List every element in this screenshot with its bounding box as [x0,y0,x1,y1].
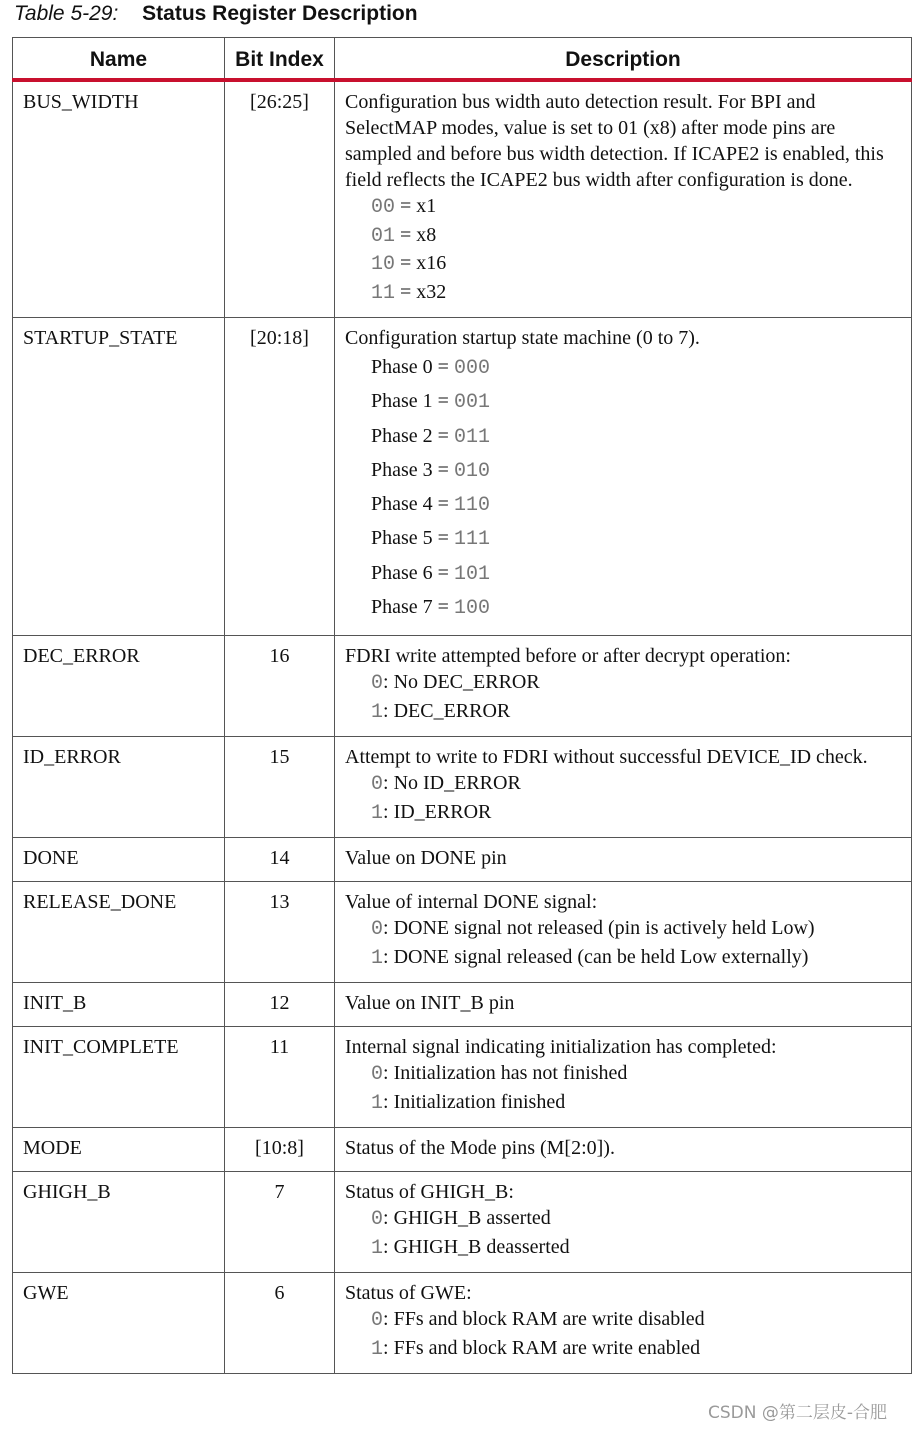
table-row [13,318,912,636]
phase-code: 101 [453,562,490,586]
value-meaning: : No DEC_ERROR [383,671,540,694]
phase-code: 010 [453,459,490,483]
field-description [335,882,912,983]
description-text: Internal signal indicating initialization has completed: [345,1036,777,1059]
bit-index: 15 [225,737,335,838]
value-meaning: : GHIGH_B asserted [383,1207,551,1230]
field-description [335,838,912,882]
bit-index: 14 [225,838,335,882]
field-name: INIT_B [13,983,225,1027]
value-list [345,1205,901,1262]
description-text: Status of GWE: [345,1282,472,1305]
value-code: 1 [371,1337,384,1361]
field-description [335,737,912,838]
phase-label: Phase 4 = [371,493,454,516]
field-description [335,80,912,318]
table-title: Status Register Description [142,2,418,25]
value-list [345,669,901,726]
value-item [371,944,901,973]
value-list [345,915,901,972]
table-row [13,737,912,838]
value-item [371,669,901,698]
value-list [345,193,901,307]
header-description: Description [335,38,912,81]
table-body [13,80,912,1374]
value-code: 10 [371,253,396,276]
bit-index: 16 [225,636,335,737]
bit-index: 12 [225,983,335,1027]
value-item [371,915,901,944]
table-row [13,636,912,737]
value-code: 0 [371,1208,384,1232]
header-name: Name [13,38,225,81]
value-meaning: = x16 [395,252,447,274]
phase-label: Phase 2 = [371,424,454,447]
value-code: 0 [371,1063,384,1087]
phase-item [371,488,901,522]
table-row [13,1172,912,1273]
value-meaning: : DEC_ERROR [383,699,511,722]
header-bit-index: Bit Index [225,38,335,81]
value-list [345,1306,901,1363]
bit-index: 11 [225,1027,335,1128]
table-row [13,1273,912,1374]
value-meaning: : FFs and block RAM are write enabled [383,1336,701,1359]
value-item [371,698,901,727]
phase-item [371,557,901,591]
value-meaning: : No ID_ERROR [383,772,521,795]
phase-item [371,522,901,556]
table-row [13,838,912,882]
value-item [371,1060,901,1089]
description-text: Configuration bus width auto detection result. For BPI and SelectMAP modes, value is set to 01 (x8) after mode pins are sampled and before bus width detection. If ICAPE2 is enabled, this field reflects the ICAPE2 bus width after configuration is done. [345,91,884,191]
field-name: MODE [13,1128,225,1172]
description-text: Status of the Mode pins (M[2:0]). [345,1137,615,1160]
phase-code: 110 [453,494,490,518]
table-row [13,1128,912,1172]
value-meaning: : Initialization finished [383,1090,566,1113]
value-item [371,193,901,222]
value-meaning: = x8 [395,223,437,246]
value-meaning: : ID_ERROR [383,800,492,823]
field-name: INIT_COMPLETE [13,1027,225,1128]
value-item [371,279,901,308]
field-description [335,1027,912,1128]
field-name: DONE [13,838,225,882]
value-item [371,1205,901,1234]
field-description [335,983,912,1027]
description-text: FDRI write attempted before or after decrypt operation: [345,645,791,668]
status-register-table [12,37,912,1374]
value-meaning: : GHIGH_B deasserted [383,1235,570,1258]
phase-code: 000 [453,357,490,380]
field-name: RELEASE_DONE [13,882,225,983]
bit-index: [10:8] [225,1128,335,1172]
value-code: 01 [371,224,396,248]
value-item [371,222,901,251]
value-code: 0 [371,672,384,696]
value-code: 1 [371,1236,384,1260]
value-code: 1 [371,700,384,724]
phase-code: 001 [453,391,490,415]
phase-item [371,454,901,488]
table-caption [14,2,418,28]
value-code: 1 [371,946,384,970]
table-row [13,80,912,318]
value-item [371,770,901,799]
description-text: Status of GHIGH_B: [345,1181,514,1204]
field-name: GHIGH_B [13,1172,225,1273]
phase-code: 111 [453,528,490,552]
phase-code: 100 [453,597,490,621]
value-code: 00 [371,196,396,219]
value-item [371,799,901,828]
phase-list [345,351,901,625]
value-list [345,770,901,827]
bit-index: 13 [225,882,335,983]
field-description [335,1172,912,1273]
table-row [13,882,912,983]
field-name: DEC_ERROR [13,636,225,737]
field-description [335,636,912,737]
value-code: 1 [371,801,384,825]
value-item [371,1234,901,1263]
phase-item [371,385,901,419]
table-row [13,1027,912,1128]
phase-label: Phase 3 = [371,458,454,481]
phase-code: 011 [453,425,490,449]
value-meaning: : Initialization has not finished [383,1062,628,1085]
table-number: Table 5-29: [14,2,119,25]
phase-item [371,591,901,625]
value-item [371,1306,901,1335]
value-meaning: = x32 [395,280,447,303]
value-meaning: = x1 [395,195,437,217]
header-row [13,38,912,81]
phase-item [371,351,901,385]
phase-label: Phase 6 = [371,561,454,584]
description-text: Value of internal DONE signal: [345,891,598,914]
phase-label: Phase 7 = [371,596,454,619]
value-item [371,1335,901,1364]
bit-index: 7 [225,1172,335,1273]
phase-item [371,420,901,454]
field-name: ID_ERROR [13,737,225,838]
value-code: 0 [371,918,384,942]
bit-index: [20:18] [225,318,335,636]
field-name: STARTUP_STATE [13,318,225,636]
value-code: 11 [371,281,396,305]
value-meaning: : FFs and block RAM are write disabled [383,1308,705,1331]
field-name: BUS_WIDTH [13,80,225,318]
bit-index: 6 [225,1273,335,1374]
field-description [335,1273,912,1374]
description-text: Value on DONE pin [345,847,507,870]
field-description [335,318,912,636]
watermark: CSDN @第二层皮-合肥 [708,1403,888,1423]
table-row [13,983,912,1027]
value-meaning: : DONE signal not released (pin is actively held Low) [383,917,815,940]
field-name: GWE [13,1273,225,1374]
value-item [371,1089,901,1118]
value-list [345,1060,901,1117]
value-item [371,250,901,279]
value-code: 0 [371,773,384,797]
value-code: 1 [371,1091,384,1115]
description-text: Attempt to write to FDRI without successful DEVICE_ID check. [345,746,868,769]
phase-label: Phase 0 = [371,356,454,378]
field-description [335,1128,912,1172]
value-meaning: : DONE signal released (can be held Low externally) [383,945,809,968]
description-text: Configuration startup state machine (0 to 7). [345,327,700,349]
bit-index: [26:25] [225,80,335,318]
description-text: Value on INIT_B pin [345,992,515,1015]
phase-label: Phase 5 = [371,527,454,550]
value-code: 0 [371,1309,384,1333]
phase-label: Phase 1 = [371,390,454,413]
